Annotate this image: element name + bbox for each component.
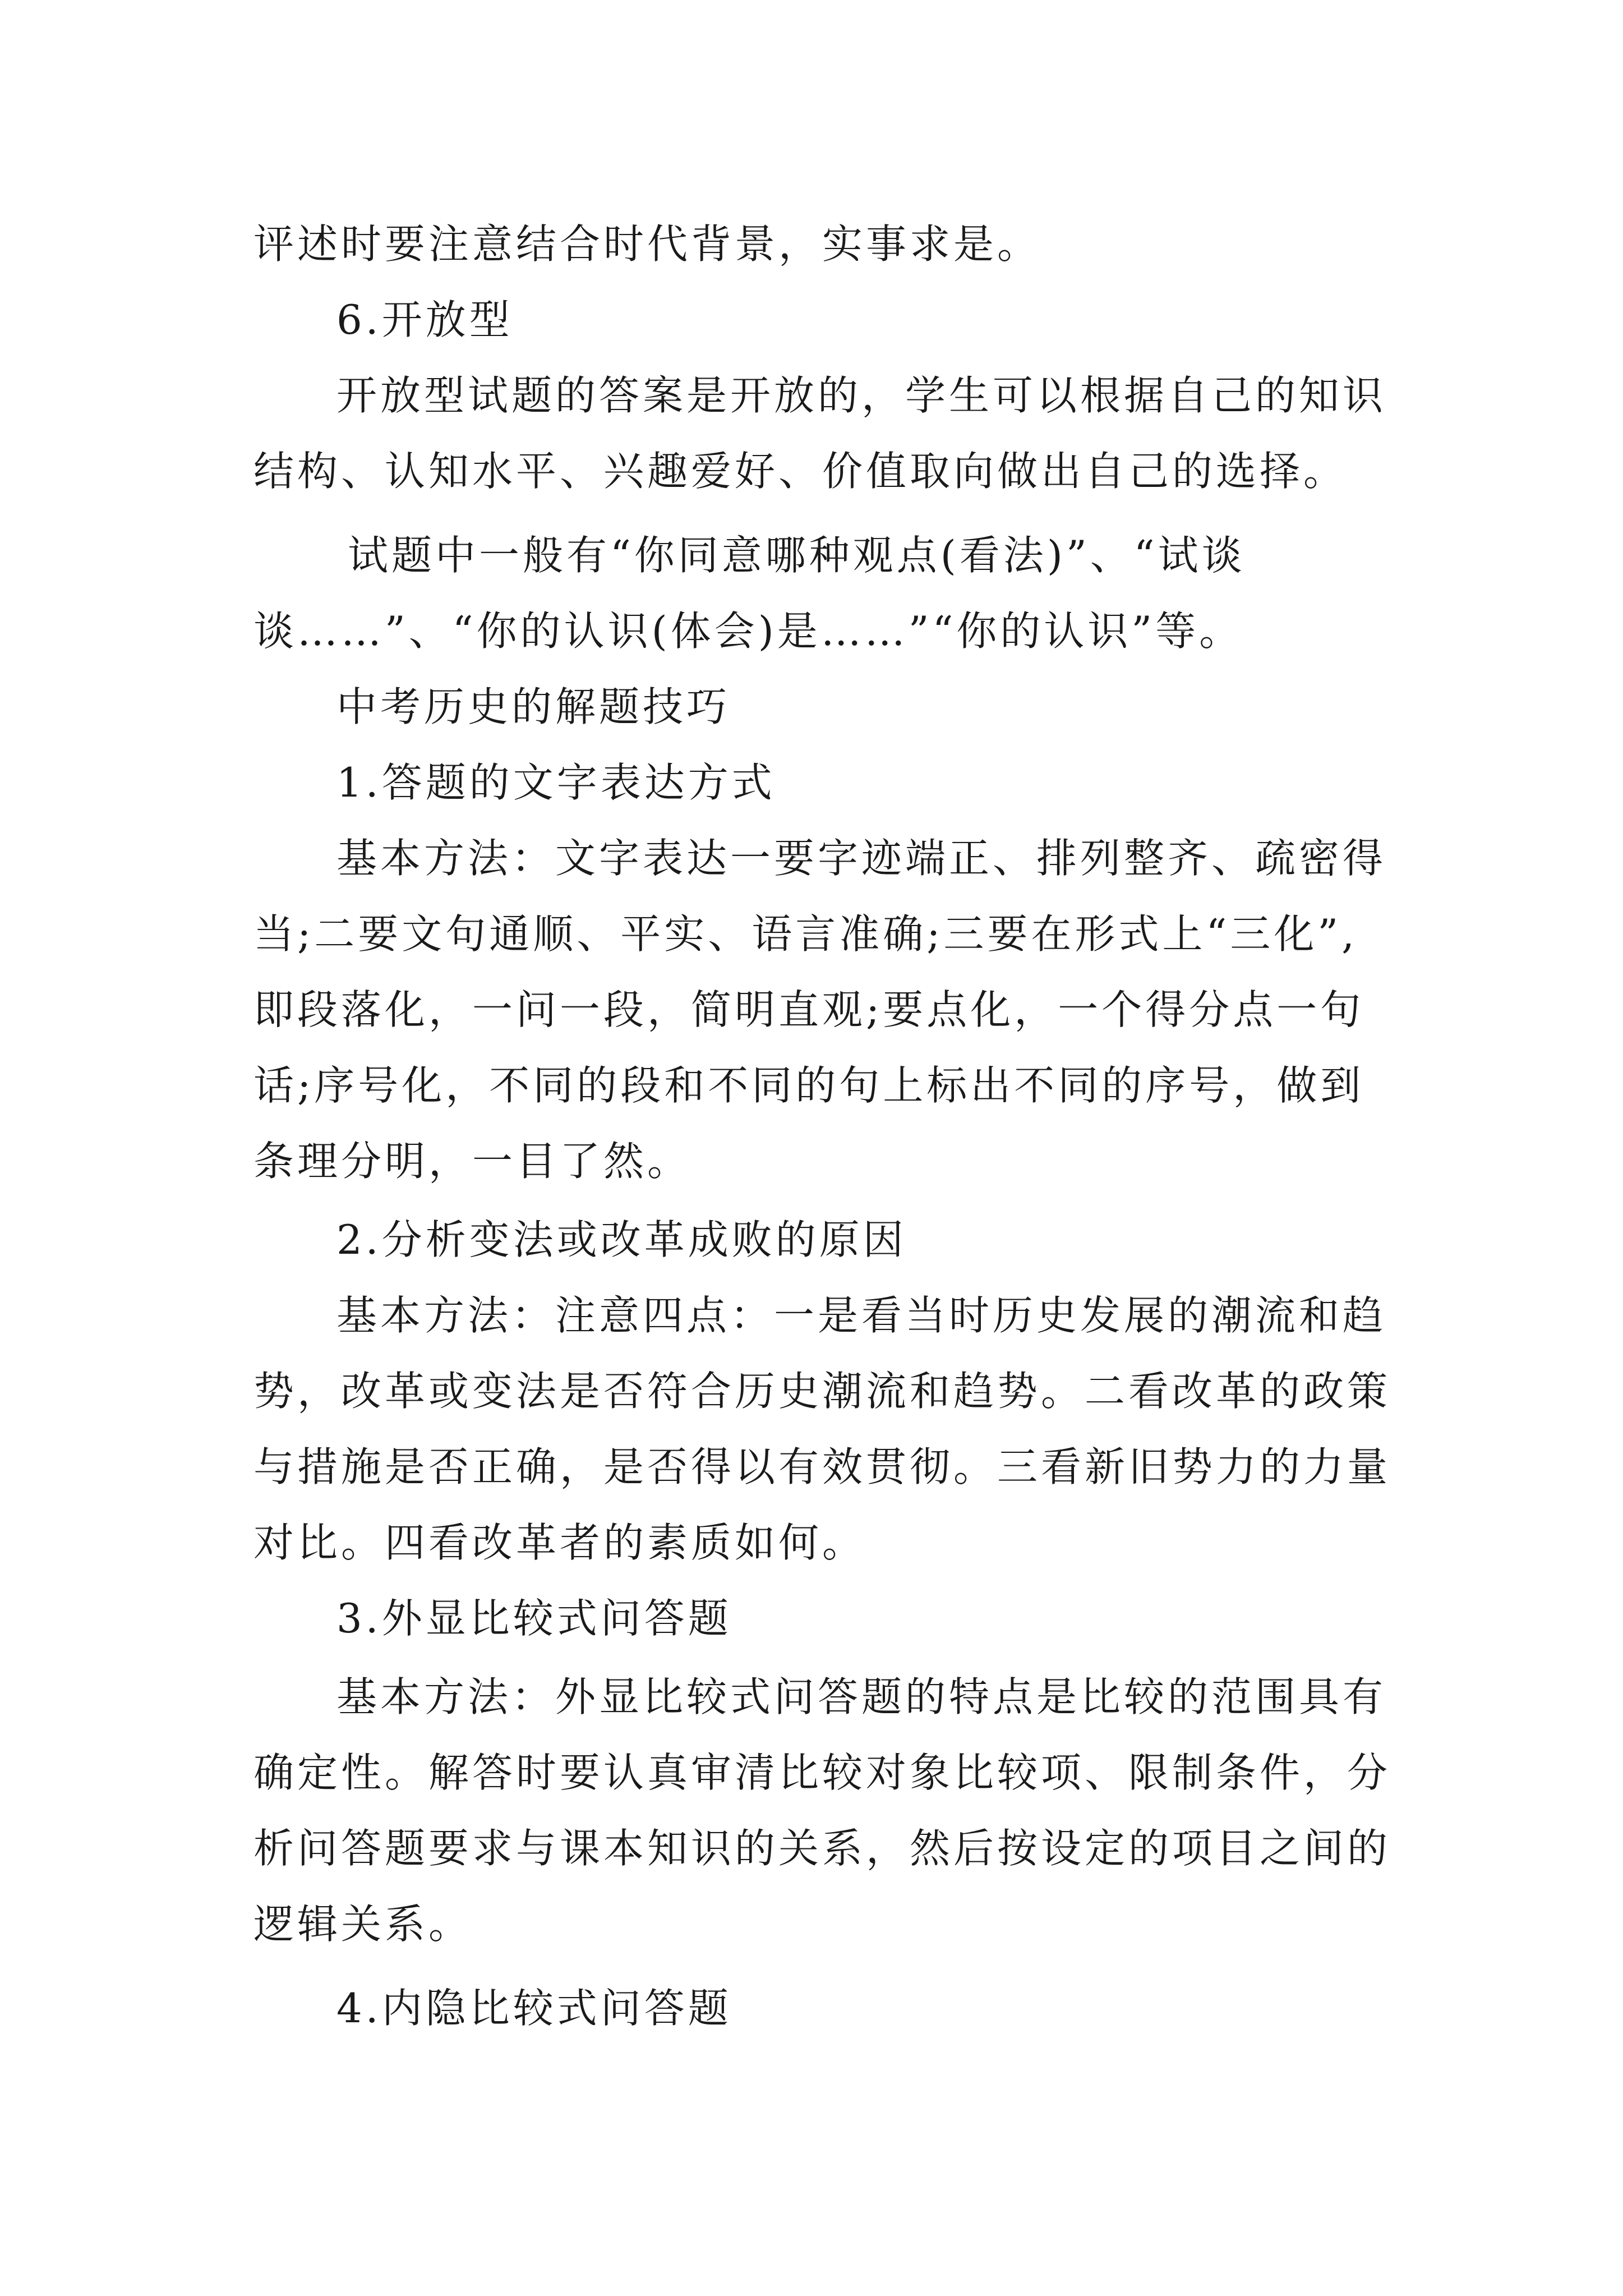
section-heading: 2.分析变法或改革成败的原因	[336, 1216, 907, 1263]
paragraph-line: 基本方法：文字表达一要字迹端正、排列整齐、疏密得	[336, 835, 1387, 882]
paragraph-line: 话;序号化，不同的段和不同的句上标出不同的序号，做到	[253, 1062, 1364, 1109]
paragraph-line: 与措施是否正确，是否得以有效贯彻。三看新旧势力的力量	[253, 1443, 1391, 1490]
paragraph-line: 析问答题要求与课本知识的关系，然后按设定的项目之间的	[253, 1825, 1391, 1872]
paragraph-line: 当;二要文句通顺、平实、语言准确;三要在形式上“三化”,	[253, 910, 1358, 958]
paragraph-line: 势，改革或变法是否符合历史潮流和趋势。二看改革的政策	[253, 1368, 1391, 1415]
paragraph-line: 试题中一般有“你同意哪种观点(看法)”、“试谈	[348, 532, 1246, 579]
paragraph-line: 基本方法：外显比较式问答题的特点是比较的范围具有	[336, 1673, 1387, 1720]
section-heading: 4.内隐比较式问答题	[336, 1985, 732, 2032]
paragraph-line: 评述时要注意结合时代背景，实事求是。	[253, 220, 1041, 268]
paragraph-line: 条理分明，一目了然。	[253, 1138, 691, 1185]
paragraph-line: 确定性。解答时要认真审清比较对象比较项、限制条件，分	[253, 1749, 1391, 1796]
section-heading: 1.答题的文字表达方式	[336, 759, 776, 806]
paragraph-line: 开放型试题的答案是开放的，学生可以根据自己的知识	[336, 372, 1387, 419]
section-heading: 中考历史的解题技巧	[336, 683, 731, 730]
section-heading: 6.开放型	[336, 296, 513, 343]
paragraph-line: 逻辑关系。	[253, 1901, 473, 1948]
paragraph-line: 即段落化，一问一段，简明直观;要点化，一个得分点一句	[253, 986, 1364, 1033]
paragraph-line: 谈……”、“你的认识(体会)是……”“你的认识”等。	[253, 608, 1243, 655]
paragraph-line: 结构、认知水平、兴趣爱好、价值取向做出自己的选择。	[253, 448, 1348, 495]
section-heading: 3.外显比较式问答题	[336, 1595, 732, 1642]
paragraph-line: 对比。四看改革者的素质如何。	[253, 1519, 866, 1566]
paragraph-line: 基本方法：注意四点：一是看当时历史发展的潮流和趋	[336, 1292, 1387, 1339]
